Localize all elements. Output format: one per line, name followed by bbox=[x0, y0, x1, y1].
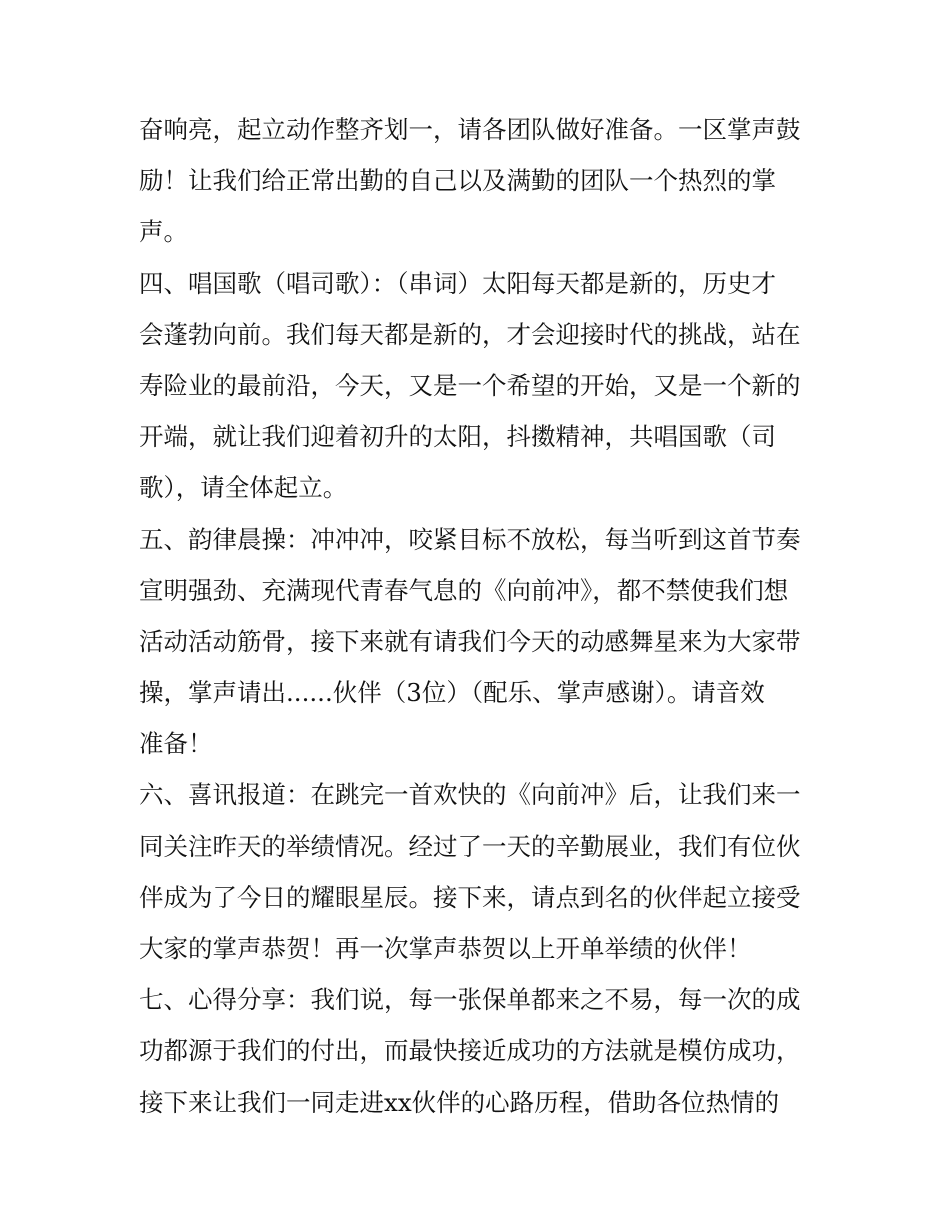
text-line: 五、韵律晨操：冲冲冲，咬紧目标不放松，每当听到这首节奏 bbox=[139, 524, 801, 554]
text-line: 寿险业的最前沿，今天，又是一个希望的开始，又是一个新的 bbox=[139, 370, 801, 400]
text-line: 活动活动筋骨，接下来就有请我们今天的动感舞星来为大家带 bbox=[139, 626, 801, 656]
text-line: 宣明强劲、充满现代青春气息的《向前冲》，都不禁使我们想 bbox=[139, 575, 789, 605]
text-line: 会蓬勃向前。我们每天都是新的，才会迎接时代的挑战，站在 bbox=[139, 319, 801, 349]
text-line: 同关注昨天的举绩情况。经过了一天的辛勤展业，我们有位伙 bbox=[139, 831, 801, 861]
text-line: 开端，就让我们迎着初升的太阳，抖擞精神，共唱国歌（司 bbox=[139, 422, 776, 452]
text-line: 接下来让我们一同走进xx伙伴的心路历程，借助各位热情的 bbox=[139, 1087, 780, 1117]
text-line: 准备！ bbox=[139, 729, 213, 759]
text-line: 四、唱国歌（唱司歌）：（串词）太阳每天都是新的，历史才 bbox=[139, 268, 776, 298]
text-line: 奋响亮，起立动作整齐划一，请各团队做好准备。一区掌声鼓 bbox=[139, 115, 801, 144]
document-text bbox=[139, 104, 819, 1128]
text-line: 六、喜讯报道：在跳完一首欢快的《向前冲》后，让我们来一 bbox=[139, 780, 801, 810]
text-line: 励！让我们给正常出勤的自己以及满勤的团队一个热烈的掌 bbox=[139, 166, 776, 196]
text-line: 歌），请全体起立。 bbox=[139, 473, 348, 503]
text-line: 大家的掌声恭贺！再一次掌声恭贺以上开单举绩的伙伴！ bbox=[139, 934, 752, 963]
text-line: 七、心得分享：我们说，每一张保单都来之不易，每一次的成 bbox=[139, 985, 801, 1015]
text-line: 功都源于我们的付出，而最快接近成功的方法就是模仿成功， bbox=[139, 1036, 801, 1066]
text-line: 声。 bbox=[139, 217, 188, 247]
text-line: 操，掌声请出......伙伴（3位）（配乐、掌声感谢）。请音效 bbox=[139, 678, 765, 708]
text-line: 伴成为了今日的耀眼星辰。接下来，请点到名的伙伴起立接受 bbox=[139, 882, 801, 912]
